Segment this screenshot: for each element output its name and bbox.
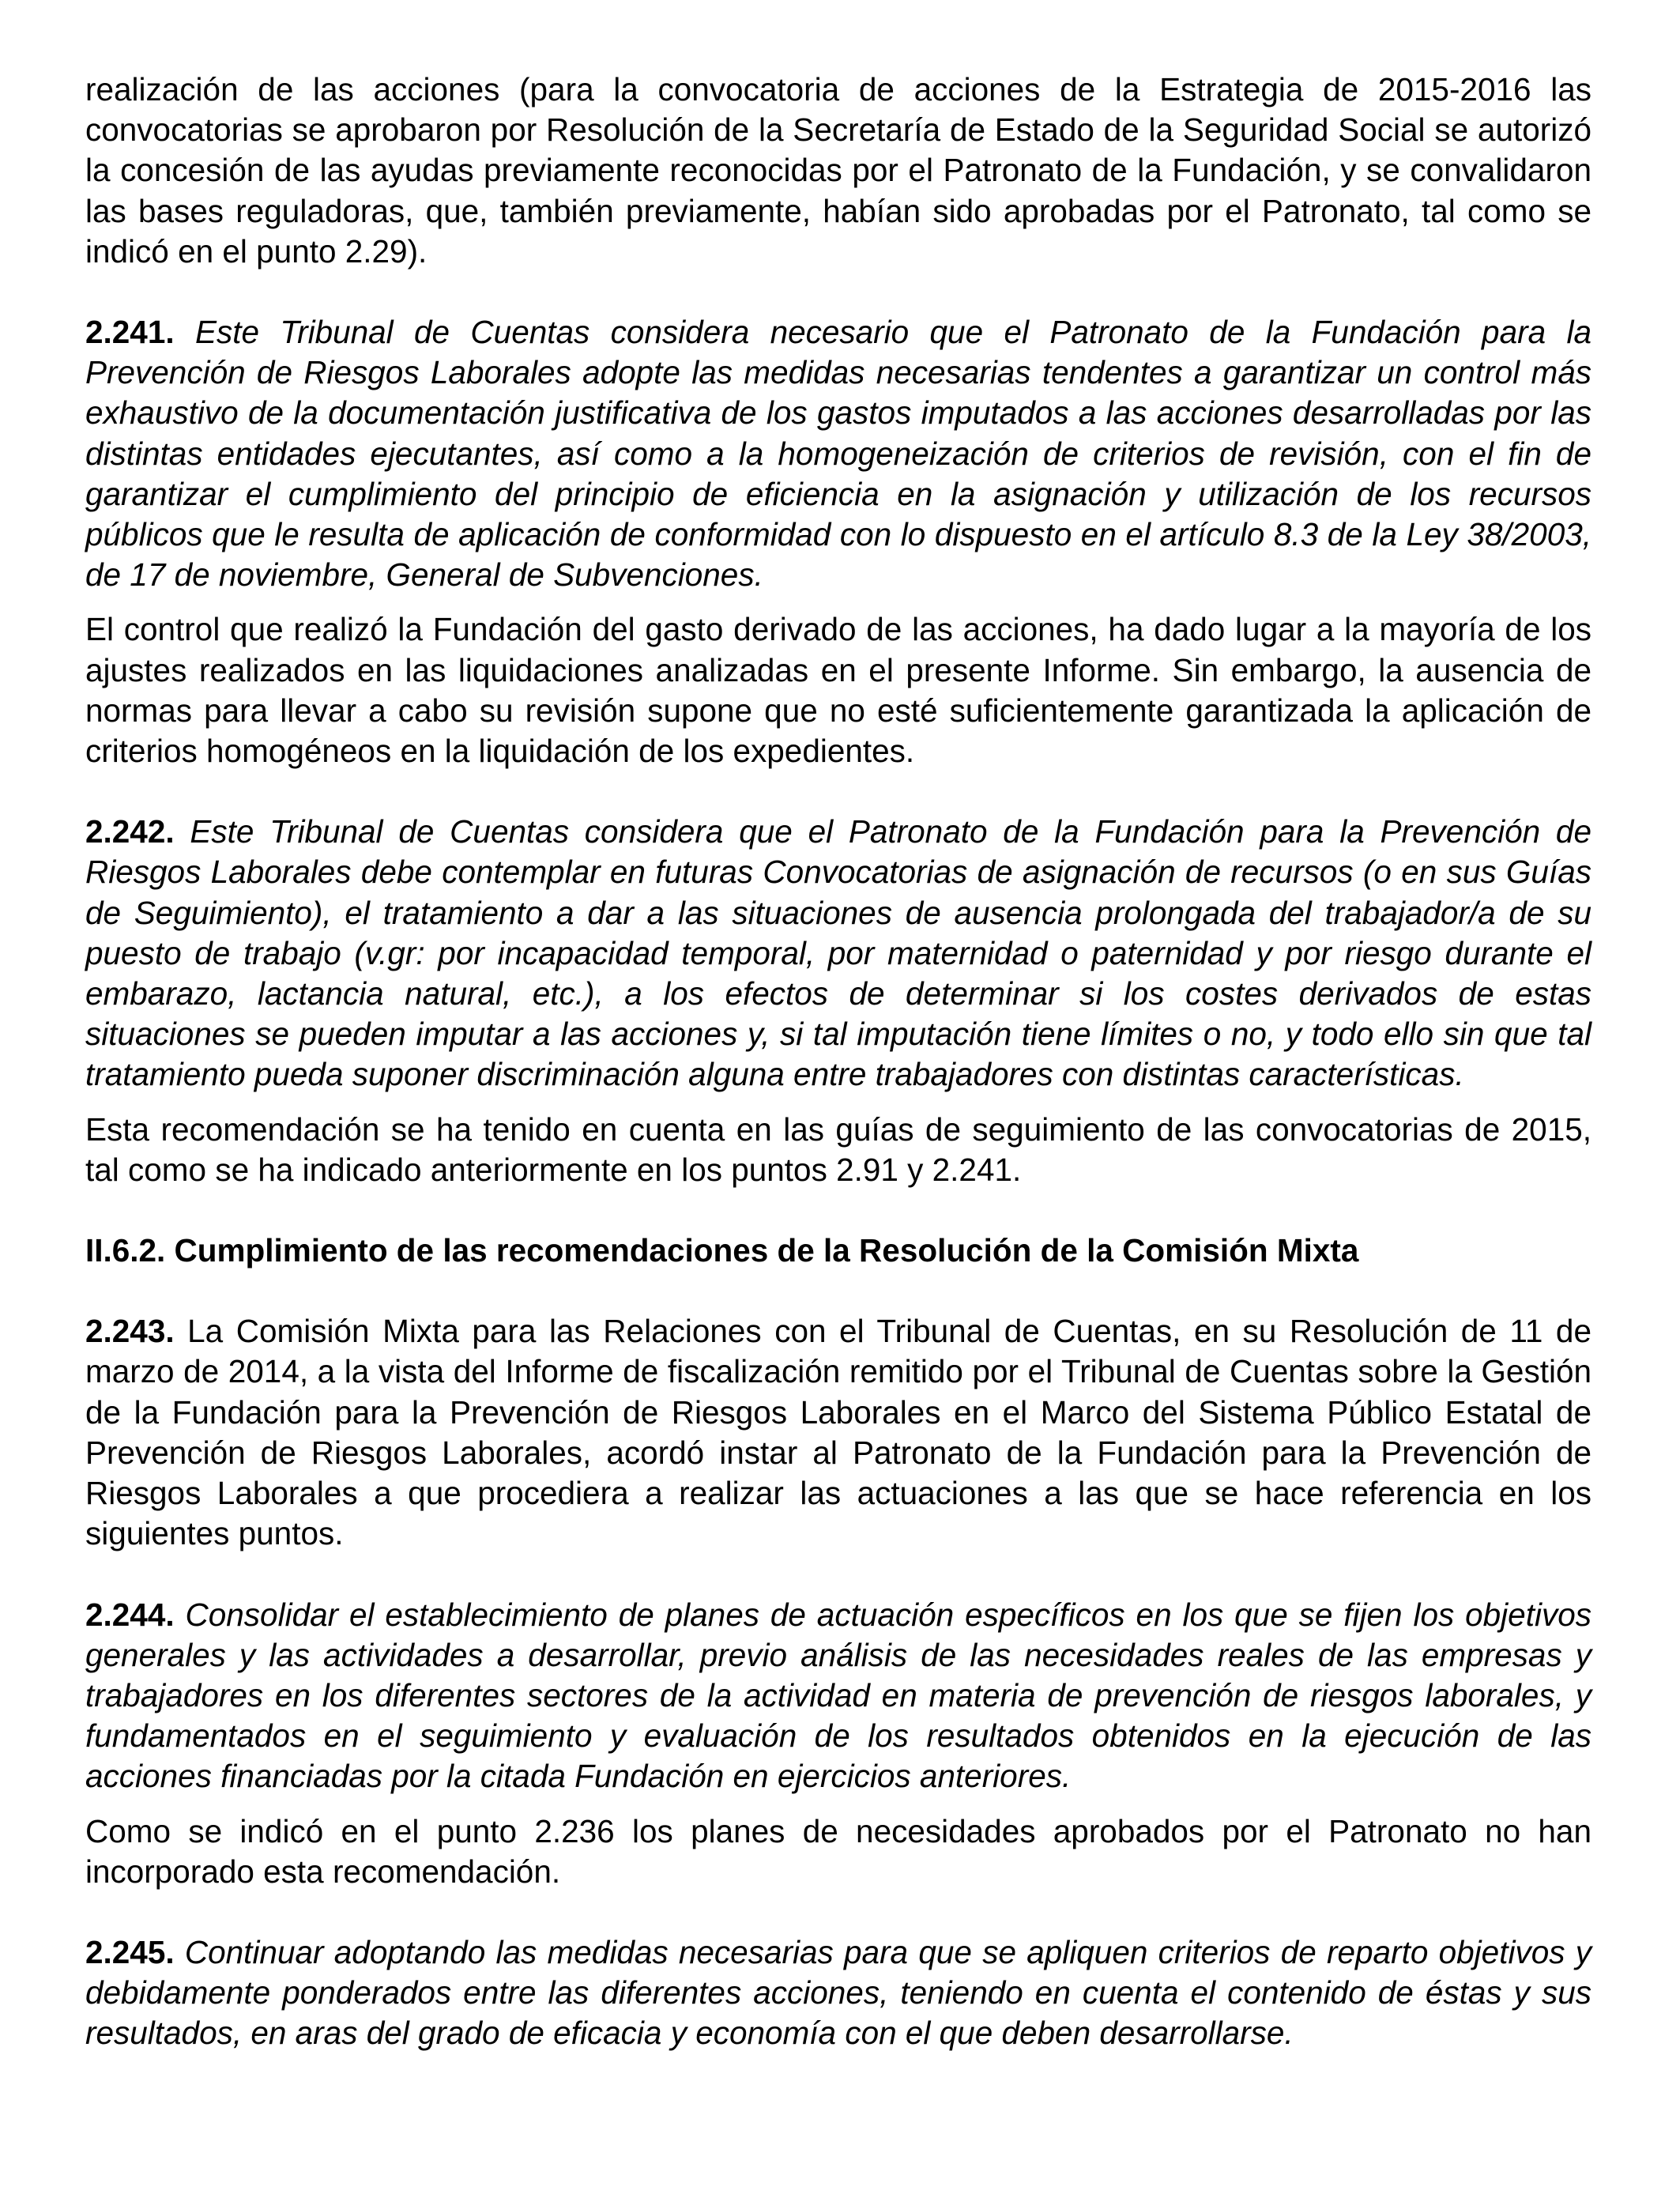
recommendation-text: Este Tribunal de Cuentas considera necesario que el Patronato de la Fundación para la Prevención de Riesgos Laborales adopte las medidas necesarias tendentes a garantizar un control más exhaustivo de la documentación justificativa de los gastos imputados a las acciones desarrolladas por las distintas entidades ejecutantes, así como a la homogeneización de criterios de revisión, con el fin de garantizar el cumplimiento del principio de eficiencia en la asignación y utilización de los recursos públicos que le resulta de aplicación de conformidad con lo dispuesto en el artículo 8.3 de la Ley 38/2003, de 17 de noviembre, General de Subvenciones. (85, 314, 1591, 594)
recommendation-text: Este Tribunal de Cuentas considera que el Patronato de la Fundación para la Prevención de Riesgos Laborales debe contemplar en futuras Convocatorias de asignación de recursos (o en sus Guías de Seguimiento), el tratamiento a dar a las situaciones de ausencia prolongada del trabajador/a de su puesto de trabajo (v.gr: por incapacidad temporal, por maternidad o paternidad y por riesgo durante el embarazo, lactancia natural, etc.), a los efectos de determinar si los costes derivados de estas situaciones se pueden imputar a las acciones y, si tal imputación tiene límites o no, y todo ello sin que tal tratamiento pueda suponer discriminación alguna entre trabajadores con distintas características. (85, 813, 1591, 1093)
paragraph-number: 2.241. (85, 314, 175, 351)
document-page (85, 70, 1591, 2054)
paragraph-number: 2.244. (85, 1596, 175, 1633)
intro-paragraph: realización de las acciones (para la convocatoria de acciones de la Estrategia de 2015-2016 las convocatorias se aprobaron por Resolución de la Secretaría de Estado de la Seguridad Social se autorizó la concesión de las ayudas previamente reconocidas por el Patronato de la Fundación, y se convalidaron las bases reguladoras, que, también previamente, habían sido aprobadas por el Patronato, tal como se indicó en el punto 2.29). (85, 71, 1591, 270)
recommendation-text: Consolidar el establecimiento de planes de actuación específicos en los que se fijen los objetivos generales y las actividades a desarrollar, previo análisis de las necesidades reales de las empresas y trabajadores en los diferentes sectores de la actividad en materia de prevención de riesgos laborales, y fundamentados en el seguimiento y evaluación de los resultados obtenidos en la ejecución de las acciones financiadas por la citada Fundación en ejercicios anteriores. (85, 1596, 1591, 1795)
paragraph-2-241-followup: El control que realizó la Fundación del gasto derivado de las acciones, ha dado lugar a la mayoría de los ajustes realizados en las liquidaciones analizadas en el presente Informe. Sin embargo, la ausencia de normas para llevar a cabo su revisión supone que no esté suficientemente garantizada la aplicación de criterios homogéneos en la liquidación de los expedientes. (85, 611, 1591, 770)
paragraph-number: 2.245. (85, 1933, 175, 1970)
paragraph-2-244 (85, 1595, 1591, 1797)
paragraph-2-242-followup: Esta recomendación se ha tenido en cuenta en las guías de seguimiento de las convocatorias de 2015, tal como se ha indicado anteriormente en los puntos 2.91 y 2.241. (85, 1110, 1591, 1188)
paragraph-number: 2.242. (85, 813, 175, 850)
paragraph-2-241 (85, 312, 1591, 595)
paragraph-2-245 (85, 1932, 1591, 2054)
paragraph-2-242 (85, 812, 1591, 1095)
recommendation-text: Continuar adoptando las medidas necesarias para que se apliquen criterios de reparto objetivos y debidamente ponderados entre las diferentes acciones, teniendo en cuenta el contenido de éstas y sus resultados, en aras del grado de eficacia y economía con el que deben desarrollarse. (85, 1933, 1591, 2052)
paragraph-2-244-followup: Como se indicó en el punto 2.236 los planes de necesidades aprobados por el Patronato no han incorporado esta recomendación. (85, 1812, 1591, 1890)
paragraph-text: La Comisión Mixta para las Relaciones con el Tribunal de Cuentas, en su Resolución de 11 de marzo de 2014, a la vista del Informe de fiscalización remitido por el Tribunal de Cuentas sobre la Gestión de la Fundación para la Prevención de Riesgos Laborales en el Marco del Sistema Público Estatal de Prevención de Riesgos Laborales, acordó instar al Patronato de la Fundación para la Prevención de Riesgos Laborales a que procediera a realizar las actuaciones a las que se hace referencia en los siguientes puntos. (85, 1313, 1591, 1552)
paragraph-2-243 (85, 1311, 1591, 1554)
paragraph-number: 2.243. (85, 1313, 175, 1350)
section-heading: II.6.2. Cumplimiento de las recomendaciones de la Resolución de la Comisión Mixta (85, 1232, 1359, 1269)
